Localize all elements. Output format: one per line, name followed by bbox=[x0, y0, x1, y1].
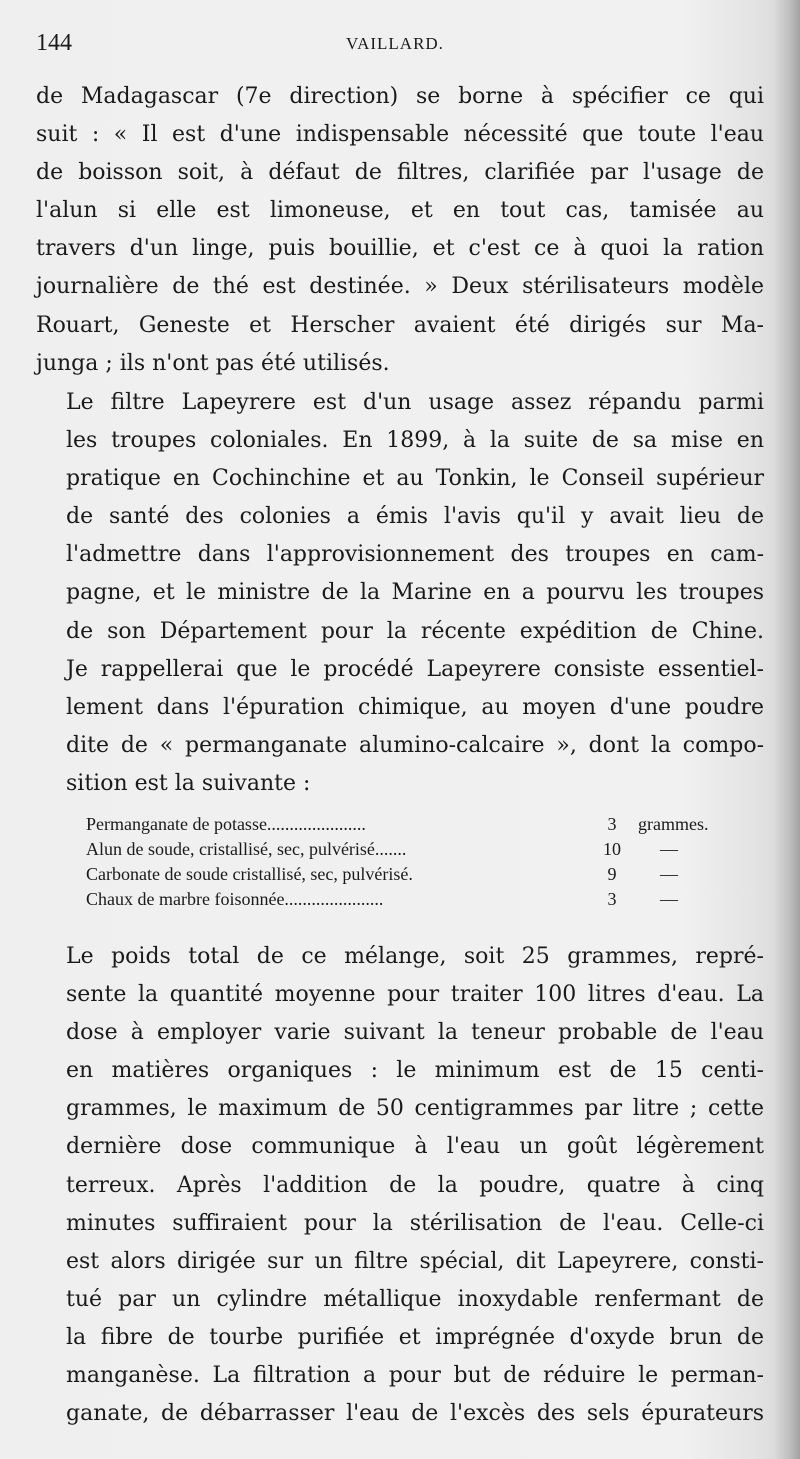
text-line: de santé des colonies a émis l'avis qu'il y avait lieu de bbox=[66, 504, 764, 530]
composition-item: Alun de soude, cristallisé, sec, pulvérisé....... bbox=[86, 839, 407, 859]
text-line: les troupes coloniales. En 1899, à la suite de sa mise en bbox=[66, 428, 764, 454]
composition-row bbox=[86, 887, 766, 912]
text-line: dite de « permanganate alumino-calcaire », dont la compo- bbox=[66, 732, 764, 758]
paragraph-3 bbox=[36, 938, 764, 1433]
text-line: sente la quantité moyenne pour traiter 100 litres d'eau. La bbox=[66, 982, 764, 1008]
composition-quantity: 3 bbox=[607, 889, 617, 909]
composition-unit: — bbox=[660, 839, 678, 859]
text-line: est alors dirigée sur un filtre spécial, dit Lapeyrere, consti- bbox=[66, 1248, 764, 1274]
text-line: Rouart, Geneste et Herscher avaient été dirigés sur Ma- bbox=[36, 312, 764, 338]
text-line: Je rappellerai que le procédé Lapeyrere consiste essentiel- bbox=[66, 656, 764, 682]
text-line: ganate, de débarrasser l'eau de l'excès des sels épurateurs bbox=[66, 1401, 764, 1427]
page-number: 144 bbox=[36, 30, 72, 56]
composition-quantity: 3 bbox=[607, 814, 617, 834]
text-line: la fibre de tourbe purifiée et imprégnée d'oxyde brun de bbox=[66, 1324, 764, 1350]
text-line: Le filtre Lapeyrere est d'un usage assez répandu parmi bbox=[66, 390, 764, 415]
page-edge-shadow bbox=[774, 0, 800, 1459]
text-line: tué par un cylindre métallique inoxydable renfermant de bbox=[66, 1286, 764, 1312]
composition-quantity: 10 bbox=[603, 839, 621, 859]
text-line: junga ; ils n'ont pas été utilisés. bbox=[36, 350, 390, 376]
text-line: de boisson soit, à défaut de filtres, clarifiée par l'usage de bbox=[36, 160, 764, 186]
text-line: grammes, le maximum de 50 centigrammes par litre ; cette bbox=[66, 1096, 764, 1122]
text-line: travers d'un linge, puis bouillie, et c'est ce à quoi la ration bbox=[36, 236, 764, 262]
text-line: lement dans l'épuration chimique, au moyen d'une poudre bbox=[66, 694, 764, 720]
composition-unit: — bbox=[660, 889, 678, 909]
composition-unit: grammes. bbox=[638, 814, 709, 834]
composition-item: Permanganate de potasse...................... bbox=[86, 814, 366, 834]
running-head: VAILLARD. bbox=[346, 34, 444, 53]
text-line: l'admettre dans l'approvisionnement des troupes en cam- bbox=[66, 542, 764, 568]
text-line: dernière dose communique à l'eau un goût légèrement bbox=[66, 1134, 764, 1160]
text-line: manganèse. La filtration a pour but de réduire le perman- bbox=[66, 1363, 764, 1389]
text-line: journalière de thé est destinée. » Deux stérilisateurs modèle bbox=[36, 274, 764, 300]
text-line: Le poids total de ce mélange, soit 25 grammes, repré- bbox=[66, 944, 764, 969]
text-line: pagne, et le ministre de la Marine en a pourvu les troupes bbox=[66, 580, 764, 606]
composition-unit: — bbox=[660, 864, 678, 884]
text-line: pratique en Cochinchine et au Tonkin, le Conseil supérieur bbox=[66, 466, 764, 492]
composition-item: Carbonate de soude cristallisé, sec, pulvérisé. bbox=[86, 864, 413, 884]
text-line: suit : « Il est d'une indispensable nécessité que toute l'eau bbox=[36, 122, 764, 148]
text-line: minutes suffiraient pour la stérilisation de l'eau. Celle-ci bbox=[66, 1210, 764, 1236]
page-header bbox=[36, 30, 766, 60]
text-line: sition est la suivante : bbox=[66, 770, 311, 796]
composition-item: Chaux de marbre foisonnée...................... bbox=[86, 889, 384, 909]
text-line: l'alun si elle est limoneuse, et en tout cas, tamisée au bbox=[36, 198, 764, 224]
composition-row bbox=[86, 812, 766, 837]
paragraph-1 bbox=[36, 78, 764, 383]
composition-row bbox=[86, 862, 766, 887]
composition-table bbox=[86, 812, 766, 912]
composition-quantity: 9 bbox=[607, 864, 617, 884]
paragraph-2 bbox=[36, 384, 764, 803]
text-line: terreux. Après l'addition de la poudre, quatre à cinq bbox=[66, 1172, 764, 1198]
text-line: dose à employer varie suivant la teneur probable de l'eau bbox=[66, 1020, 764, 1046]
text-line: en matières organiques : le minimum est de 15 centi- bbox=[66, 1058, 764, 1084]
text-line: de Madagascar (7e direction) se borne à spécifier ce qui bbox=[36, 84, 764, 109]
composition-row bbox=[86, 837, 766, 862]
text-line: de son Département pour la récente expédition de Chine. bbox=[66, 618, 764, 644]
